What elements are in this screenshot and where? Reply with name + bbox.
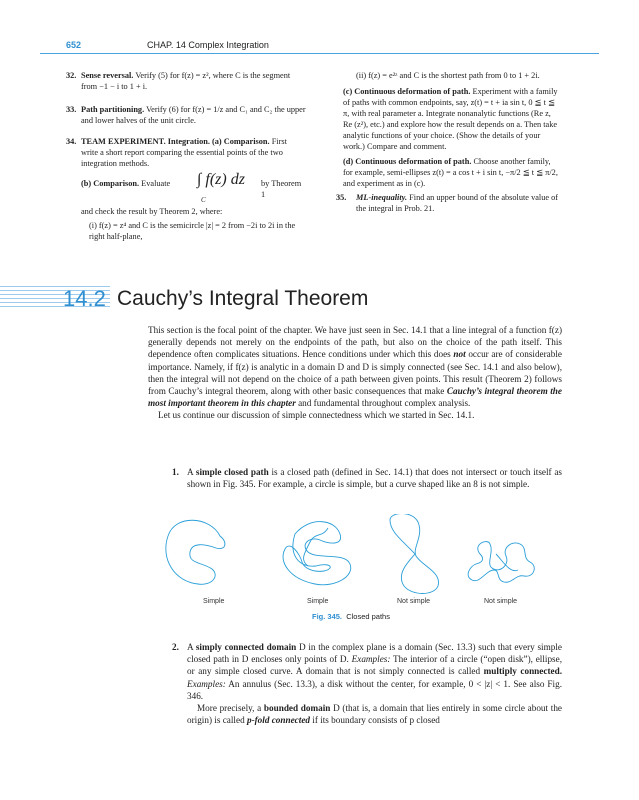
problem-33 — [66, 104, 306, 126]
problem-text: Find an upper bound of the absolute value of the integral in Prob. 21. — [356, 193, 559, 213]
problem-34b — [81, 171, 306, 242]
problem-34b-text3: and check the result by Theorem 2, where: — [81, 207, 223, 216]
term-bounded-domain: bounded domain — [263, 703, 331, 714]
problem-34d — [343, 156, 562, 189]
figure-label-2: Simple — [307, 598, 329, 605]
chapter-title: CHAP. 14 Complex Integration — [147, 40, 269, 50]
problem-34b-text2: by Theorem 1 — [261, 179, 302, 199]
intro-paragraph-2: Let us continue our discussion of simple connectedness which we started in Sec. 14.1. — [158, 410, 475, 421]
term-simple-closed-path: simple closed path — [195, 467, 269, 477]
page-number: 652 — [66, 40, 82, 50]
figure-label-1: Simple — [203, 598, 225, 605]
problem-34b-text1: Evaluate — [141, 179, 171, 188]
intro-text — [148, 324, 562, 422]
integral-expression: ∫ f(z) dz — [197, 171, 245, 188]
term-p-fold: p-fold connected — [246, 715, 310, 726]
problem-34-ii: (ii) f(z) = e²ᶻ and C is the shortest path from 0 to 1 + 2i. — [356, 71, 540, 80]
path-simple-2 — [283, 522, 351, 585]
problem-number: 32. — [66, 71, 77, 80]
figure-label-3: Not simple — [397, 598, 431, 605]
problem-number: 34. — [66, 137, 77, 146]
problem-35 — [336, 192, 562, 214]
problem-34c — [343, 86, 562, 152]
section-title: Cauchy’s Integral Theorem — [117, 287, 369, 310]
emphasis-not: not — [453, 349, 466, 360]
emphasis-statement: Cauchy’s integral theorem the most important theorem in this chapter — [148, 386, 562, 409]
header-rule — [40, 53, 599, 54]
term-simply-connected: simply connected domain — [195, 642, 297, 652]
problem-number: 35. — [336, 193, 347, 202]
figure-caption-number: Fig. 345. — [312, 612, 343, 621]
figure-caption-text: Closed paths — [346, 612, 390, 621]
item-1: 1. A simple closed path is a closed path (defined in Sec. 14.1) that does not intersect or touch itself as shown in Fig. 345. For example, a circle is simple, but a curve shaped like an 8 is not simple. — [172, 467, 562, 490]
item-2: 2. A simply connected domain D in the complex plane is a domain (Sec. 13.3) such that every simple closed path in D encloses only points of D. Examples: The interior of a circle (“open disk”), ellipse, or any simple closed curve. A domain that is not simply connected is called multiply connected. Examples: An annulus (Sec. 13.3), a disk without the center, for example, 0 < |z| < 1. See also Fig. 346. More precisely, a bounded domain D (that is, a domain that lies entirely in some circle about the origin) is called p-fold connected if its boundary consists of p closed — [172, 642, 562, 726]
figure-closed-paths — [150, 514, 570, 599]
integral-subscript: C — [201, 196, 206, 204]
problem-text: Verify (5) for f(z) = z², where C is the segment from −1 − i to 1 + i. — [81, 71, 291, 91]
item-number: 1. — [172, 467, 179, 477]
problem-text: Verify (6) for f(z) = 1/z and C₁ and C₂ the upper and lower halves of the unit circle. — [81, 105, 306, 125]
problem-text: First write a short report comparing the essential points of the two integration methods. — [81, 137, 287, 168]
problem-number: 33. — [66, 105, 77, 114]
problem-34d-title: (d) Continuous deformation of path. — [343, 157, 472, 166]
problem-title: Sense reversal. — [81, 71, 134, 80]
problem-34d-text: Choose another family, for example, semi-ellipses z(t) = a cos t + i sin t, −π/2 ≦ t ≦ π/2, and experiment as in (c). — [343, 157, 558, 188]
intro-paragraph-1: This section is the focal point of the chapter. We have just seen in Sec. 14.1 that a line integral of a function f(z) generally depends not merely on the endpoints of the path, but also on the choice of the path itself. This dependence often complicates situations. Hence conditions under which this does not occur are of considerable importance. Namely, if f(z) is analytic in a domain D and D is simply connected (see Sec. 14.1 and also below), then the integral will not depend on the choice of a path between given points. This result (Theorem 2) follows from Cauchy’s integral theorem, along with other basic consequences that make Cauchy’s integral theorem the most important theorem in this chapter and fundamental throughout complex analysis. — [148, 325, 562, 409]
figure-caption — [312, 612, 390, 621]
problem-title: TEAM EXPERIMENT. Integration. (a) Comparison. — [81, 137, 270, 146]
term-multiply-connected: multiply connected. — [483, 666, 562, 677]
path-not-simple-2 — [468, 542, 534, 583]
path-not-simple-1 — [390, 514, 439, 594]
problem-34c-text: Experiment with a family of paths with common endpoints, say, z(t) = t + ia sin t, 0 ≦ t ≦ π, with real parameter a. Integrate nonanalytic functions (Re z, Re (z²), etc.) and explore how the result depends on a. Then take analytic functions of your choice. (Show the details of your work.) Compare and comment. — [343, 87, 558, 151]
problem-34c-title: (c) Continuous deformation of path. — [343, 87, 471, 96]
problem-34b-title: (b) Comparison. — [81, 179, 140, 188]
problem-title: ML-inequality. — [356, 193, 408, 202]
problems-right-column — [336, 70, 562, 214]
problem-34b-i: (i) f(z) = z⁴ and C is the semicircle |z| = 2 from −2i to 2i in the right half-plane, — [89, 221, 296, 241]
problem-34 — [66, 136, 306, 169]
path-simple-1 — [166, 520, 225, 584]
item-number: 2. — [172, 642, 179, 652]
section-number: 14.2 — [63, 286, 106, 311]
problem-title: Path partitioning. — [81, 105, 145, 114]
problem-32 — [66, 70, 306, 92]
figure-label-4: Not simple — [484, 598, 518, 605]
